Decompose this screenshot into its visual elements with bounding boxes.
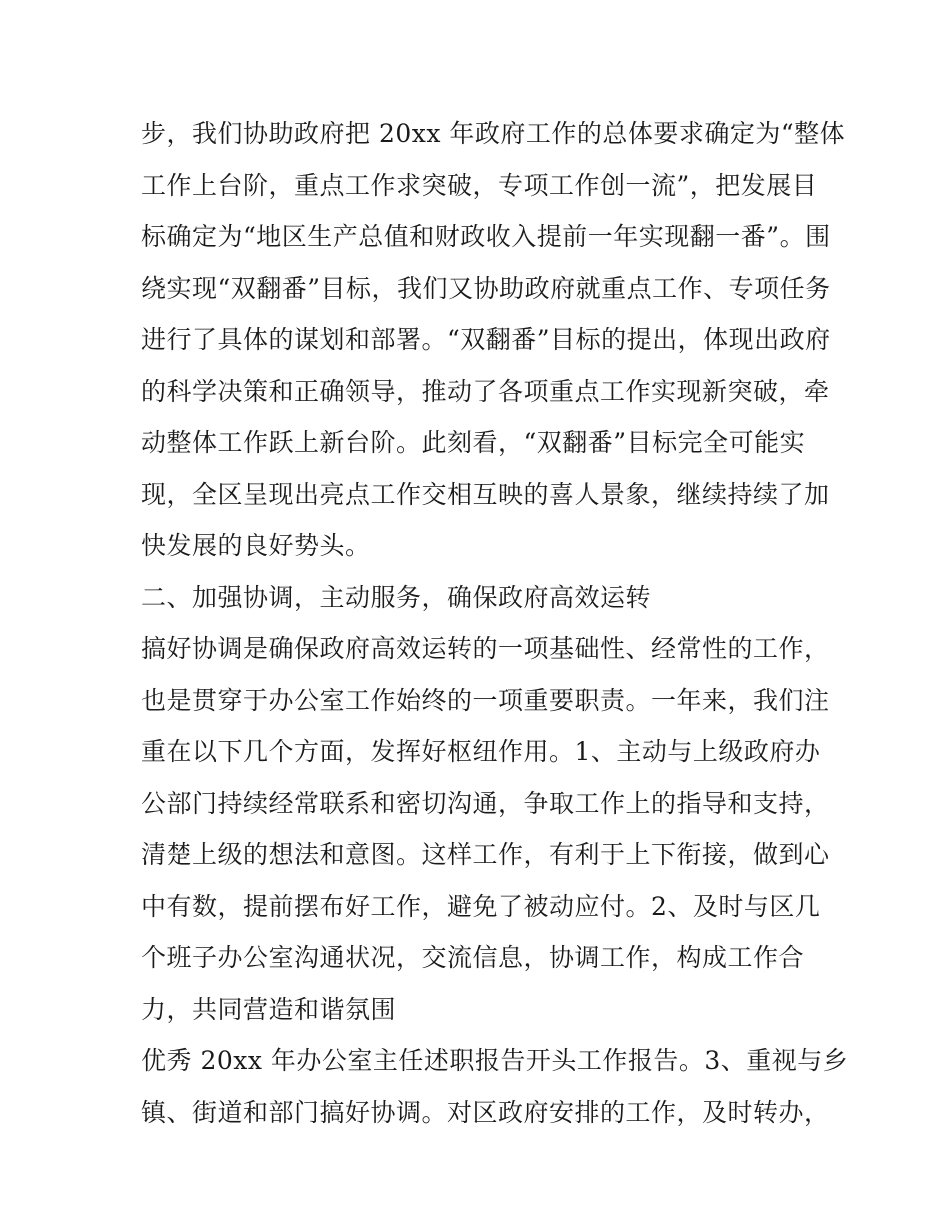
- text-line: 镇、街道和部门搞好协调。对区政府安排的工作，及时转办，: [141, 1097, 830, 1127]
- text-line: 动整体工作跃上新台阶。此刻看，“双翻番”目标完全可能实: [141, 428, 806, 457]
- text-line: 个班子办公室沟通状况，交流信息，协调工作，构成工作合: [141, 943, 805, 972]
- section-heading: 二、加强协调，主动服务，确保政府高效运转: [141, 582, 652, 612]
- text-line: 步，我们协助政府把 20xx 年政府工作的总体要求确定为“整体: [141, 119, 846, 148]
- text-line: 也是贯穿于办公室工作始终的一项重要职责。一年来，我们注: [141, 685, 830, 715]
- text-line: 公部门持续经常联系和密切沟通，争取工作上的指导和支持，: [141, 788, 830, 818]
- text-line: 的科学决策和正确领导，推动了各项重点工作实现新突破，牵: [141, 376, 830, 406]
- text-line: 进行了具体的谋划和部署。“双翻番”目标的提出，体现出政府: [141, 325, 831, 354]
- text-line: 工作上台阶，重点工作求突破，专项工作创一流”，把发展目: [141, 170, 818, 200]
- text-line: 现，全区呈现出亮点工作交相互映的喜人景象，继续持续了加: [141, 479, 830, 509]
- text-line: 力，共同营造和谐氛围: [141, 994, 397, 1024]
- text-line: 标确定为“地区生产总值和财政收入提前一年实现翻一番”。围: [141, 222, 831, 251]
- document-body: [141, 108, 849, 1138]
- text-line: 重在以下几个方面，发挥好枢纽作用。1、主动与上级政府办: [141, 737, 821, 766]
- text-line: 搞好协调是确保政府高效运转的一项基础性、经常性的工作，: [141, 634, 830, 663]
- text-line: 中有数，提前摆布好工作，避免了被动应付。2、及时与区几: [141, 891, 821, 921]
- text-line: 优秀 20xx 年办公室主任述职报告开头工作报告。3、重视与乡: [141, 1046, 849, 1075]
- text-line: 快发展的良好势头。: [141, 531, 371, 560]
- text-line: 清楚上级的想法和意图。这样工作，有利于上下衔接，做到心: [141, 840, 830, 869]
- text-line: 绕实现“双翻番”目标，我们又协助政府就重点工作、专项任务: [141, 273, 831, 303]
